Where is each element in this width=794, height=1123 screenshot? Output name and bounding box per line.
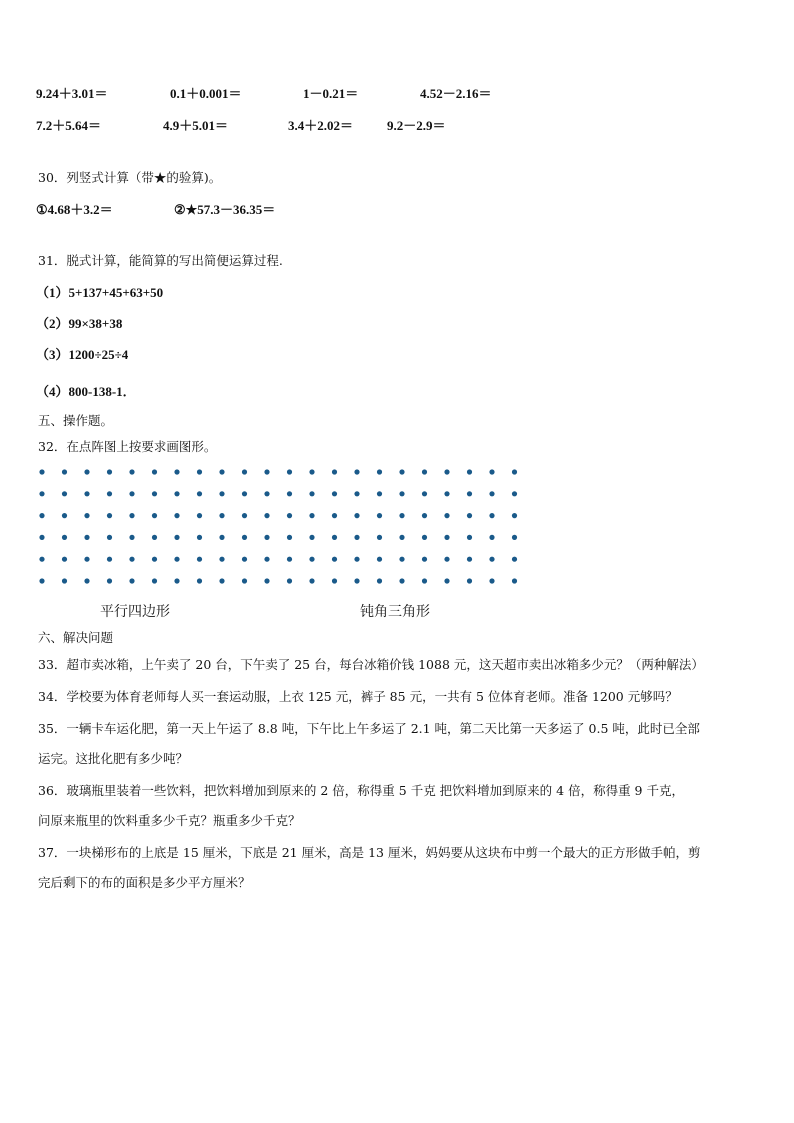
dot-grid[interactable] — [32, 462, 522, 592]
grid-dot[interactable] — [422, 557, 427, 562]
grid-dot[interactable] — [197, 469, 202, 474]
grid-dot[interactable] — [129, 513, 134, 518]
grid-dot[interactable] — [174, 557, 179, 562]
grid-dot[interactable] — [84, 491, 89, 496]
grid-dot[interactable] — [219, 491, 224, 496]
grid-dot[interactable] — [197, 535, 202, 540]
problem-33: 33．超市卖冰箱，上午卖了 20 台，下午卖了 25 台，每台冰箱价钱 1088 元，这天超市卖出冰箱多少元？（两种解法） — [38, 657, 704, 672]
grid-dot[interactable] — [219, 513, 224, 518]
q31-item-1: （1）5+137+45+63+50 — [36, 285, 164, 300]
grid-dot[interactable] — [444, 578, 449, 583]
grid-dot[interactable] — [287, 469, 292, 474]
grid-dot[interactable] — [39, 491, 44, 496]
grid-dot[interactable] — [467, 469, 472, 474]
grid-dot[interactable] — [399, 535, 404, 540]
grid-dot[interactable] — [264, 513, 269, 518]
grid-dot[interactable] — [84, 535, 89, 540]
grid-dot[interactable] — [444, 513, 449, 518]
grid-dot[interactable] — [152, 557, 157, 562]
grid-dot[interactable] — [399, 513, 404, 518]
grid-dot[interactable] — [422, 578, 427, 583]
grid-dot[interactable] — [174, 578, 179, 583]
grid-dot[interactable] — [62, 578, 67, 583]
grid-dot[interactable] — [174, 513, 179, 518]
grid-dot[interactable] — [129, 578, 134, 583]
grid-dot[interactable] — [332, 469, 337, 474]
q30-item-1: ①4.68＋3.2＝ — [36, 202, 113, 217]
grid-dot[interactable] — [467, 491, 472, 496]
grid-dot[interactable] — [287, 491, 292, 496]
grid-dot[interactable] — [62, 557, 67, 562]
grid-dot[interactable] — [242, 578, 247, 583]
problem-36-line1: 36．玻璃瓶里装着一些饮料，把饮料增加到原来的 2 倍，称得重 5 千克 把饮料增加到原来的 4 倍，称得重 9 千克， — [38, 783, 684, 798]
problem-36-line2: 问原来瓶里的饮料重多少千克？瓶重多少千克？ — [38, 813, 301, 828]
arith-r2-1: 7.2＋5.64＝ — [36, 118, 102, 133]
grid-dot[interactable] — [287, 578, 292, 583]
grid-dot[interactable] — [489, 557, 494, 562]
grid-dot[interactable] — [489, 513, 494, 518]
grid-dot[interactable] — [512, 469, 517, 474]
grid-dot[interactable] — [152, 578, 157, 583]
grid-dot[interactable] — [197, 557, 202, 562]
grid-dot[interactable] — [264, 469, 269, 474]
grid-dot[interactable] — [309, 535, 314, 540]
problem-37-line1: 37．一块梯形布的上底是 15 厘米，下底是 21 厘米，高是 13 厘米，妈妈要从这块布中剪一个最大的正方形做手帕，剪 — [38, 845, 701, 860]
grid-dot[interactable] — [422, 535, 427, 540]
grid-dot[interactable] — [107, 491, 112, 496]
grid-dot[interactable] — [287, 535, 292, 540]
q31-title: 31．脱式计算，能简算的写出简便运算过程. — [38, 253, 283, 268]
grid-dot[interactable] — [39, 513, 44, 518]
grid-dot[interactable] — [444, 557, 449, 562]
q30-item-2: ②★57.3－36.35＝ — [174, 202, 276, 217]
grid-dot[interactable] — [264, 491, 269, 496]
grid-dot[interactable] — [467, 513, 472, 518]
grid-dot[interactable] — [422, 513, 427, 518]
grid-dot[interactable] — [512, 557, 517, 562]
grid-dot[interactable] — [62, 535, 67, 540]
grid-dot[interactable] — [354, 557, 359, 562]
grid-dot[interactable] — [354, 469, 359, 474]
grid-dot[interactable] — [84, 578, 89, 583]
grid-dot[interactable] — [467, 535, 472, 540]
grid-dot[interactable] — [377, 513, 382, 518]
label-obtuse-triangle: 钝角三角形 — [360, 604, 430, 620]
grid-dot[interactable] — [287, 513, 292, 518]
grid-dot[interactable] — [219, 578, 224, 583]
section5-title: 五、操作题。 — [38, 413, 114, 428]
grid-dot[interactable] — [309, 578, 314, 583]
grid-dot[interactable] — [152, 513, 157, 518]
problem-37-line2: 完后剩下的布的面积是多少平方厘米？ — [38, 875, 251, 890]
grid-dot[interactable] — [332, 535, 337, 540]
grid-dot[interactable] — [512, 578, 517, 583]
grid-dot[interactable] — [242, 469, 247, 474]
grid-dot[interactable] — [354, 578, 359, 583]
arith-r1-4: 4.52－2.16＝ — [420, 86, 492, 101]
grid-dot[interactable] — [129, 491, 134, 496]
grid-dot[interactable] — [332, 513, 337, 518]
grid-dot[interactable] — [62, 513, 67, 518]
grid-dot[interactable] — [422, 491, 427, 496]
grid-dot[interactable] — [467, 578, 472, 583]
grid-dot[interactable] — [84, 513, 89, 518]
grid-dot[interactable] — [377, 491, 382, 496]
grid-dot[interactable] — [489, 491, 494, 496]
grid-dot[interactable] — [107, 513, 112, 518]
grid-dot[interactable] — [377, 557, 382, 562]
grid-dot[interactable] — [354, 491, 359, 496]
grid-dot[interactable] — [354, 535, 359, 540]
grid-dot[interactable] — [332, 557, 337, 562]
grid-dot[interactable] — [62, 469, 67, 474]
grid-dot[interactable] — [107, 557, 112, 562]
grid-dot[interactable] — [129, 535, 134, 540]
grid-dot[interactable] — [467, 557, 472, 562]
grid-dot[interactable] — [242, 535, 247, 540]
grid-dot[interactable] — [174, 535, 179, 540]
grid-dot[interactable] — [377, 578, 382, 583]
grid-dot[interactable] — [512, 513, 517, 518]
grid-dot[interactable] — [84, 469, 89, 474]
grid-dot[interactable] — [399, 578, 404, 583]
grid-dot[interactable] — [107, 535, 112, 540]
grid-dot[interactable] — [264, 557, 269, 562]
grid-dot[interactable] — [39, 469, 44, 474]
grid-dot[interactable] — [84, 557, 89, 562]
q31-item-3: （3）1200÷25÷4 — [36, 347, 129, 362]
grid-dot[interactable] — [512, 535, 517, 540]
grid-dot[interactable] — [129, 469, 134, 474]
grid-dot[interactable] — [197, 578, 202, 583]
grid-dot[interactable] — [152, 469, 157, 474]
grid-dot[interactable] — [309, 469, 314, 474]
grid-dot[interactable] — [62, 491, 67, 496]
grid-dot[interactable] — [377, 469, 382, 474]
q31-item-4: （4）800-138-1． — [36, 384, 136, 399]
grid-dot[interactable] — [39, 578, 44, 583]
q30-title: 30．列竖式计算（带★的验算)。 — [38, 170, 222, 185]
grid-dot[interactable] — [399, 491, 404, 496]
arith-r1-2: 0.1＋0.001＝ — [170, 86, 242, 101]
grid-dot[interactable] — [422, 469, 427, 474]
arith-r2-3: 3.4＋2.02＝ — [288, 118, 354, 133]
grid-dot[interactable] — [152, 491, 157, 496]
grid-dot[interactable] — [152, 535, 157, 540]
grid-dot[interactable] — [242, 491, 247, 496]
grid-dot[interactable] — [444, 491, 449, 496]
grid-dot[interactable] — [39, 535, 44, 540]
grid-dot[interactable] — [399, 469, 404, 474]
label-parallelogram: 平行四边形 — [100, 604, 170, 620]
grid-dot[interactable] — [242, 557, 247, 562]
grid-dot[interactable] — [489, 578, 494, 583]
arith-r1-3: 1－0.21＝ — [303, 86, 359, 101]
grid-dot[interactable] — [309, 557, 314, 562]
grid-dot[interactable] — [264, 535, 269, 540]
grid-dot[interactable] — [242, 513, 247, 518]
problem-34: 34．学校要为体育老师每人买一套运动服，上衣 125 元，裤子 85 元，一共有 5 位体育老师。准备 1200 元够吗？ — [38, 689, 678, 704]
grid-dot[interactable] — [107, 578, 112, 583]
grid-dot[interactable] — [219, 557, 224, 562]
grid-dot[interactable] — [444, 535, 449, 540]
section6-title: 六、解决问题 — [38, 630, 114, 645]
grid-dot[interactable] — [107, 469, 112, 474]
grid-dot[interactable] — [309, 513, 314, 518]
grid-dot[interactable] — [309, 491, 314, 496]
grid-dot[interactable] — [174, 491, 179, 496]
grid-dot[interactable] — [174, 469, 179, 474]
grid-dot[interactable] — [219, 469, 224, 474]
grid-dot[interactable] — [264, 578, 269, 583]
q31-item-2: （2）99×38+38 — [36, 316, 123, 331]
grid-dot[interactable] — [377, 535, 382, 540]
grid-dot[interactable] — [287, 557, 292, 562]
arith-r2-2: 4.9＋5.01＝ — [163, 118, 229, 133]
grid-dot[interactable] — [332, 491, 337, 496]
grid-dot[interactable] — [399, 557, 404, 562]
grid-dot[interactable] — [444, 469, 449, 474]
grid-dot[interactable] — [219, 535, 224, 540]
grid-dot[interactable] — [354, 513, 359, 518]
grid-dot[interactable] — [489, 469, 494, 474]
q32-title: 32．在点阵图上按要求画图形。 — [38, 439, 217, 454]
grid-dot[interactable] — [332, 578, 337, 583]
grid-dot[interactable] — [197, 513, 202, 518]
grid-dot[interactable] — [129, 557, 134, 562]
problem-35-line1: 35．一辆卡车运化肥，第一天上午运了 8.8 吨，下午比上午多运了 2.1 吨，第二天比第一天多运了 0.5 吨，此时已全部 — [38, 721, 700, 736]
arith-r1-1: 9.24＋3.01＝ — [36, 86, 108, 101]
grid-dot[interactable] — [489, 535, 494, 540]
arith-r2-4: 9.2－2.9＝ — [387, 118, 446, 133]
grid-dot[interactable] — [39, 557, 44, 562]
grid-dot[interactable] — [512, 491, 517, 496]
problem-35-line2: 运完。这批化肥有多少吨？ — [38, 751, 189, 766]
grid-dot[interactable] — [197, 491, 202, 496]
